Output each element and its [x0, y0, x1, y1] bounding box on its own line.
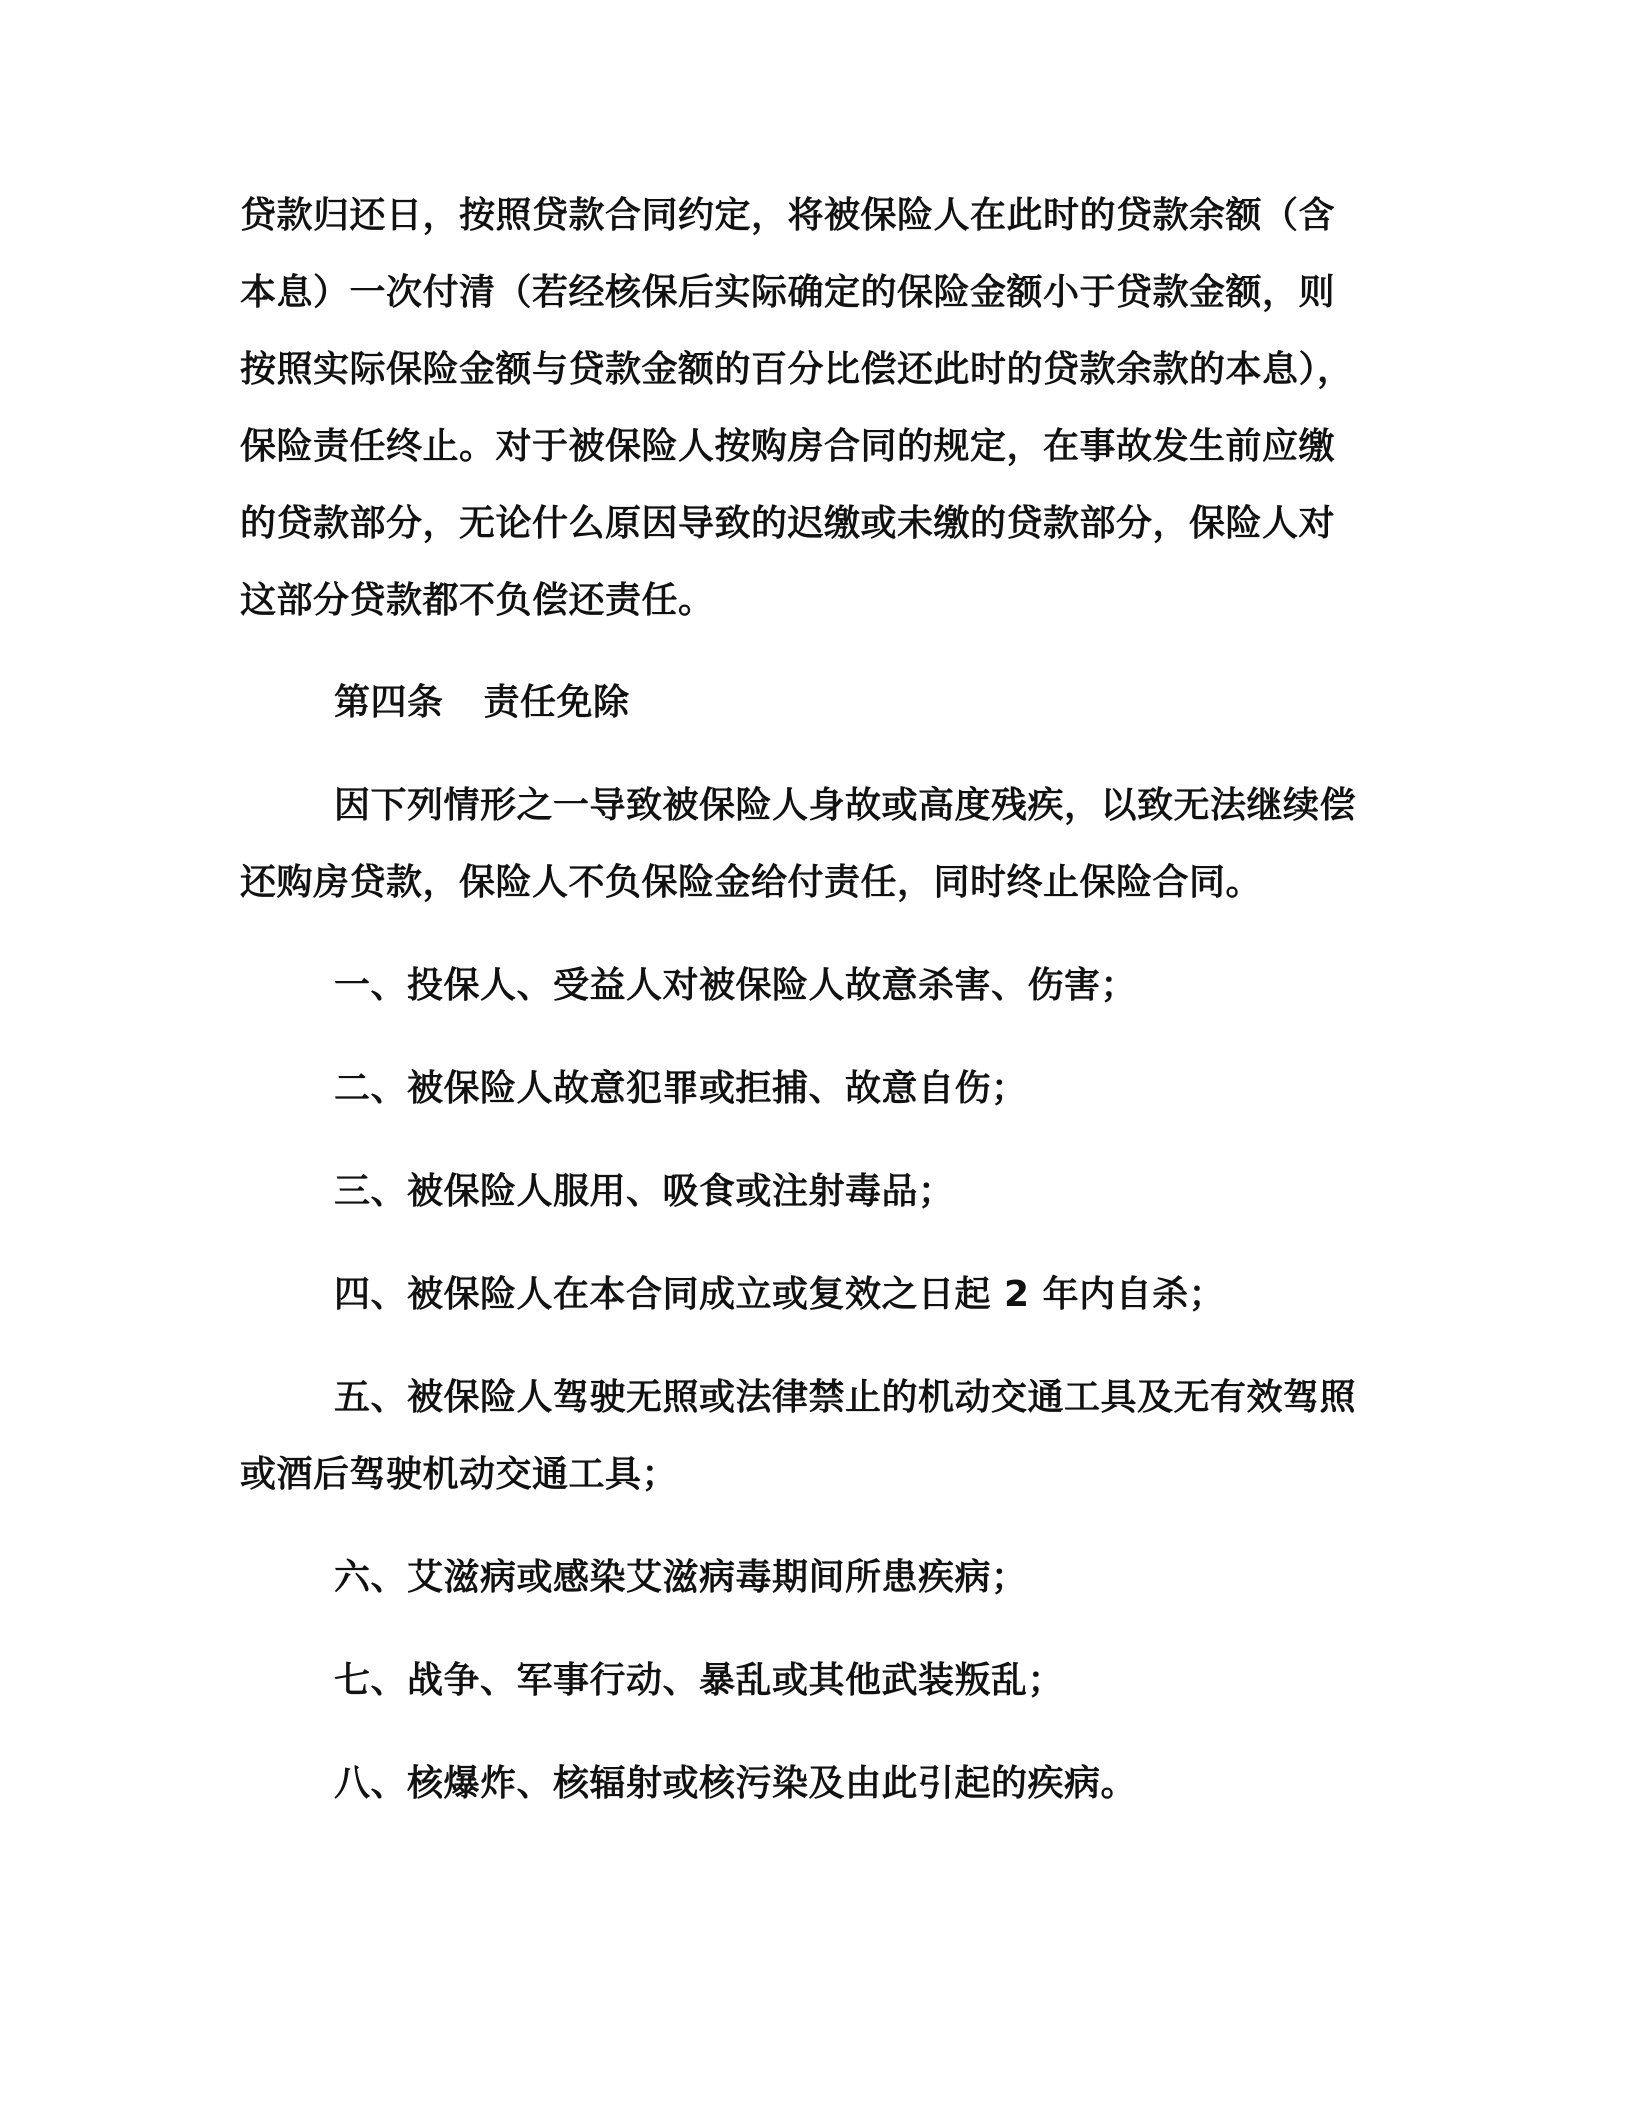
continuation-line: 的贷款部分，无论什么原因导致的迟缴或未缴的贷款部分，保险人对 — [240, 503, 1336, 544]
continuation-line: 本息）一次付清（若经核保后实际确定的保险金额小于贷款金额，则 — [240, 272, 1336, 313]
exclusion-item: 四、被保险人在本合同成立或复效之日起 2 年内自杀； — [334, 1274, 1226, 1315]
exclusion-item-continuation: 或酒后驾驶机动交通工具； — [240, 1454, 679, 1495]
exclusion-item: 二、被保险人故意犯罪或拒捕、故意自伤； — [334, 1068, 1028, 1109]
exclusion-item: 五、被保险人驾驶无照或法律禁止的机动交通工具及无有效驾照 — [334, 1377, 1357, 1418]
article-number: 第四条 — [334, 682, 444, 723]
exclusion-item: 一、投保人、受益人对被保险人故意杀害、伤害； — [334, 965, 1138, 1006]
article-heading — [334, 679, 630, 727]
continuation-line: 按照实际保险金额与贷款金额的百分比偿还此时的贷款余款的本息）， — [240, 349, 1354, 390]
continuation-line: 贷款归还日，按照贷款合同约定，将被保险人在此时的贷款余额（含 — [240, 195, 1336, 236]
continuation-line: 这部分贷款都不负偿还责任。 — [240, 580, 715, 621]
continuation-line: 保险责任终止。对于被保险人按购房合同的规定，在事故发生前应缴 — [240, 426, 1336, 467]
intro-line: 因下列情形之一导致被保险人身故或高度残疾，以致无法继续偿 — [334, 785, 1357, 826]
article-title: 责任免除 — [483, 682, 630, 723]
exclusion-item: 六、艾滋病或感染艾滋病毒期间所患疾病； — [334, 1557, 1028, 1598]
exclusion-item: 八、核爆炸、核辐射或核污染及由此引起的疾病。 — [334, 1763, 1138, 1804]
exclusion-item: 三、被保险人服用、吸食或注射毒品； — [334, 1171, 955, 1212]
intro-line: 还购房贷款，保险人不负保险金给付责任，同时终止保险合同。 — [240, 862, 1263, 903]
exclusion-item: 七、战争、军事行动、暴乱或其他武装叛乱； — [334, 1660, 1065, 1701]
